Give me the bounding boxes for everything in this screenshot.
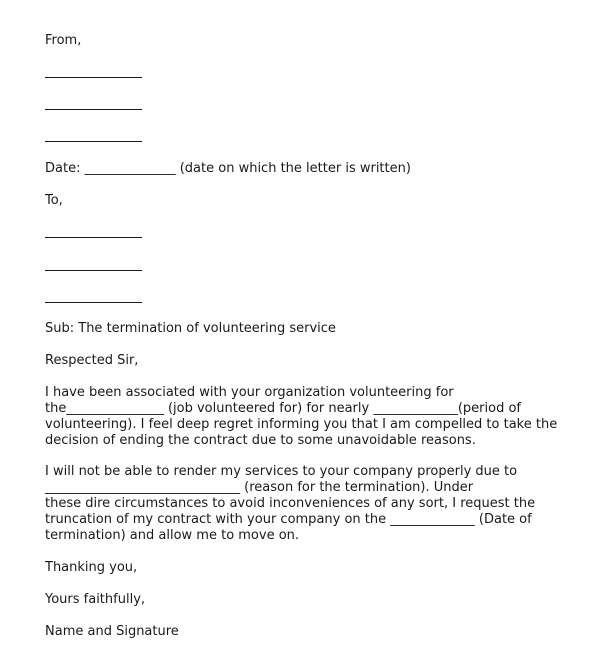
subject-line: Sub: The termination of volunteering service — [45, 321, 336, 336]
from-label: From, — [45, 33, 82, 48]
salutation: Respected Sir, — [45, 353, 139, 368]
paragraph-1-line-4: decision of ending the contract due to some unavoidable reasons. — [45, 433, 476, 448]
date-label: Date: — [45, 161, 81, 176]
paragraph-1-line-2: the_______________ (job volunteered for) for nearly _____________(period of — [45, 401, 521, 416]
paragraph-1-line-3: volunteering). I feel deep regret informing you that I am compelled to take the — [45, 417, 558, 432]
paragraph-2-line-1: I will not be able to render my services to your company properly due to — [45, 464, 518, 479]
from-blank-line-2 — [45, 109, 142, 110]
to-blank-line-3 — [45, 302, 142, 303]
paragraph-2-line-2: ______________________________ (reason for the termination). Under — [45, 480, 474, 495]
paragraph-2-line-4: truncation of my contract with your company on the _____________ (Date of — [45, 512, 532, 527]
body-paragraph-2 — [45, 464, 555, 544]
from-blank-line-1 — [45, 77, 142, 78]
paragraph-1-line-1: I have been associated with your organization volunteering for — [45, 385, 454, 400]
body-paragraph-1 — [45, 385, 558, 449]
from-blank-line-3 — [45, 141, 142, 142]
to-blank-line-1 — [45, 237, 142, 238]
paragraph-2-line-3: these dire circumstances to avoid inconveniences of any sort, I request the — [45, 496, 536, 511]
date-note: (date on which the letter is written) — [179, 161, 411, 176]
signature-line: Name and Signature — [45, 624, 179, 639]
date-blank: ______________ — [84, 161, 176, 176]
to-label: To, — [45, 193, 63, 208]
thanks-line: Thanking you, — [45, 560, 138, 575]
date-line — [45, 161, 411, 177]
to-blank-line-2 — [45, 270, 142, 271]
closing-line: Yours faithfully, — [45, 592, 146, 607]
paragraph-2-line-5: termination) and allow me to move on. — [45, 528, 300, 543]
